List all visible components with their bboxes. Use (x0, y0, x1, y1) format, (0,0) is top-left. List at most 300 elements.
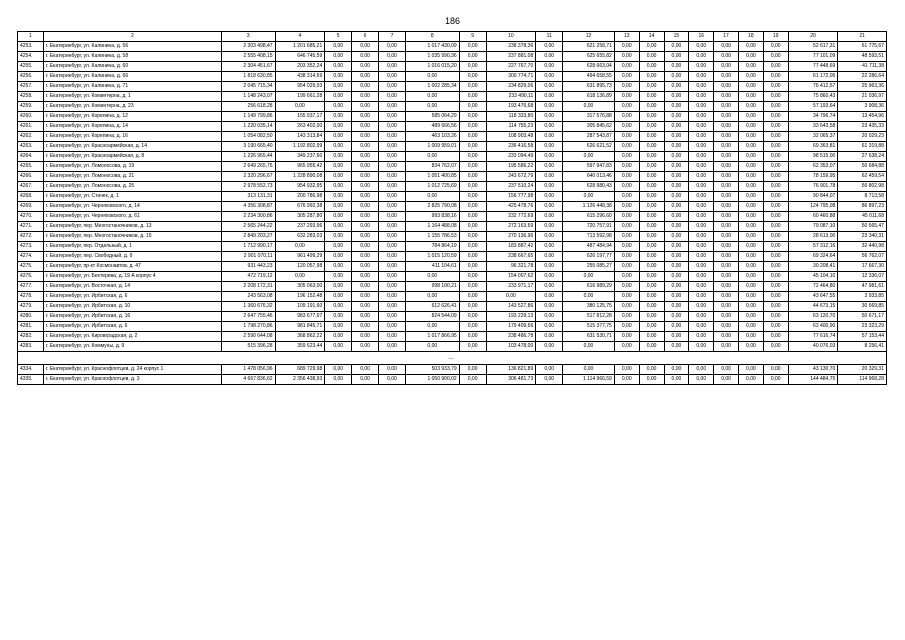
table-cell: 0,00 (379, 272, 406, 282)
table-cell: 0,00 (714, 112, 739, 122)
table-cell: 238 378,36 (486, 42, 536, 52)
table-cell: 0,00 (325, 365, 352, 375)
table-cell: 0,00 (763, 112, 788, 122)
table-cell: 0,00 (379, 62, 406, 72)
table-cell: 689 729,98 (275, 365, 325, 375)
table-cell: 63 400,90 (788, 322, 838, 332)
table-cell: 0,00 (763, 122, 788, 132)
table-cell: 0,00 (325, 102, 352, 112)
table-cell: 0,00 (639, 292, 664, 302)
table-cell: 0,00 (689, 252, 714, 262)
table-cell: 0,00 (714, 52, 739, 62)
table-cell: 0,00 (763, 172, 788, 182)
table-cell: 2 320 296,67 (221, 172, 275, 182)
table-cell: г. Екатеринбург, пр-кт Космонавтов, д. 47 (43, 262, 221, 272)
table-cell: 0,00 (379, 242, 406, 252)
table-cell: 0,00 (405, 272, 459, 282)
table-cell: 0,00 (614, 92, 639, 102)
table-cell: 0,00 (714, 262, 739, 272)
table-cell: 56 802,98 (838, 182, 887, 192)
table-cell: 2 825 790,08 (405, 202, 459, 212)
table-cell: 0,00 (714, 322, 739, 332)
table-cell: 0,00 (763, 222, 788, 232)
table-cell: 0,00 (639, 242, 664, 252)
table-cell: 0,00 (714, 42, 739, 52)
table-cell: 305 845,62 (563, 122, 615, 132)
table-cell: 0,00 (352, 42, 379, 52)
table-cell: 0,00 (536, 292, 563, 302)
table-cell: 2 590 644,08 (221, 332, 275, 342)
table-row (18, 62, 887, 72)
table-cell: 0,00 (486, 292, 536, 302)
table-cell: 4276. (18, 272, 44, 282)
table-cell: 43 647,55 (788, 292, 838, 302)
table-cell: 57 193,64 (788, 102, 838, 112)
table-body (18, 42, 887, 385)
table-cell: г. Екатеринбург, ул. Калинина, д. 56 (43, 42, 221, 52)
table-cell: 0,00 (639, 112, 664, 122)
table-cell: 0,00 (459, 182, 486, 192)
table-cell: 0,00 (738, 122, 763, 132)
table-cell: 0,00 (352, 332, 379, 342)
table-cell: 0,00 (738, 262, 763, 272)
table-cell: 287 543,87 (563, 132, 615, 142)
table-cell: 109 191,60 (275, 302, 325, 312)
table-cell: 0,00 (738, 222, 763, 232)
table-cell: 154 007,62 (486, 272, 536, 282)
table-cell: 0,00 (763, 42, 788, 52)
table-cell: 0,00 (714, 92, 739, 102)
table-cell: 720 757,91 (563, 222, 615, 232)
table-cell: 0,00 (352, 282, 379, 292)
table-cell: 0,00 (738, 232, 763, 242)
table-cell: 45 104,10 (788, 272, 838, 282)
table-cell: 0,00 (459, 312, 486, 322)
table-cell: 0,00 (614, 142, 639, 152)
table-cell: 0,00 (689, 82, 714, 92)
table-cell: 0,00 (664, 282, 689, 292)
table-cell: 0,00 (352, 212, 379, 222)
table-cell: 0,00 (614, 262, 639, 272)
table-cell: 0,00 (536, 182, 563, 192)
table-cell: 0,00 (352, 252, 379, 262)
table-cell: 28 613,00 (788, 232, 838, 242)
table-cell: 503 933,79 (405, 365, 459, 375)
table-row (18, 282, 887, 292)
table-cell: 0,00 (536, 232, 563, 242)
table-cell: 0,00 (714, 222, 739, 232)
table-cell: 515 396,28 (221, 342, 275, 352)
table-cell: 0,00 (325, 112, 352, 122)
table-cell: 0,00 (738, 302, 763, 312)
table-cell: 2 304 451,67 (221, 62, 275, 72)
table-cell: 0,00 (714, 342, 739, 352)
table-cell: 0,00 (763, 272, 788, 282)
table-cell: 0,00 (379, 282, 406, 292)
table-cell: г. Екатеринбург, ул. Ломоносова, д. 19 (43, 162, 221, 172)
table-cell: 0,00 (664, 272, 689, 282)
table-cell: 22 286,64 (838, 72, 887, 82)
table-cell: 4334. (18, 365, 44, 375)
table-cell: 0,00 (352, 92, 379, 102)
table-cell: 43 130,70 (788, 365, 838, 375)
table-cell: 0,00 (379, 52, 406, 62)
table-cell: 368 862,22 (275, 332, 325, 342)
table-cell: 2 045 715,34 (221, 82, 275, 92)
table-cell: 0,00 (763, 192, 788, 202)
table-cell: г. Екатеринбург, ул. Калинина, д. 66 (43, 72, 221, 82)
table-cell: 0,00 (763, 365, 788, 375)
table-cell: 0,00 (352, 272, 379, 282)
table-cell: 0,00 (614, 182, 639, 192)
table-cell: 20 329,31 (838, 365, 887, 375)
table-cell: 0,00 (536, 262, 563, 272)
table-cell: 1 360 676,32 (221, 302, 275, 312)
table-cell: 0,00 (536, 342, 563, 352)
table-cell: 0,00 (689, 282, 714, 292)
table-cell: 143 313,84 (275, 132, 325, 142)
table-cell: 0,00 (689, 92, 714, 102)
table-cell: 0,00 (379, 252, 406, 262)
table-cell: 0,00 (714, 72, 739, 82)
table-cell: 0,00 (639, 152, 664, 162)
column-header: 21 (838, 32, 887, 42)
table-cell: 0,00 (325, 142, 352, 152)
table-cell: 0,00 (405, 102, 459, 112)
table-cell: 0,00 (379, 102, 406, 112)
column-number-header-row (18, 32, 887, 42)
table-cell: г. Екатеринбург, ул. Корепина, д. 16 (43, 132, 221, 142)
table-cell: 824 544,09 (405, 312, 459, 322)
table-cell: 0,00 (325, 182, 352, 192)
table-cell: 255 085,27 (563, 262, 615, 272)
table-cell: 0,00 (325, 222, 352, 232)
table-cell: 1 148 243,07 (221, 92, 275, 102)
table-cell: 52 617,31 (788, 42, 838, 52)
table-cell: 0,00 (738, 112, 763, 122)
table-cell: 628 663,04 (563, 62, 615, 72)
table-cell: 0,00 (379, 322, 406, 332)
table-cell: 2 849 203,27 (221, 232, 275, 242)
table-cell: 4264. (18, 152, 44, 162)
table-cell: 0,00 (639, 375, 664, 385)
table-cell: 0,00 (325, 322, 352, 332)
table-cell: 0,00 (325, 252, 352, 262)
table-cell: 0,00 (536, 242, 563, 252)
column-header: 19 (763, 32, 788, 42)
table-cell: 0,00 (614, 252, 639, 262)
table-cell: 0,00 (536, 62, 563, 72)
table-cell: 0,00 (459, 232, 486, 242)
table-cell: 0,00 (689, 142, 714, 152)
table-cell: 317 576,88 (563, 112, 615, 122)
table-cell: 0,00 (536, 332, 563, 342)
table-cell: 4269. (18, 202, 44, 212)
column-header: 4 (275, 32, 325, 42)
table-cell: 0,00 (714, 122, 739, 132)
table-cell: 0,00 (459, 92, 486, 102)
table-cell: 69 363,81 (788, 142, 838, 152)
table-cell: 0,00 (714, 302, 739, 312)
table-cell: 143 527,86 (486, 302, 536, 312)
table-cell: 0,00 (639, 365, 664, 375)
table-cell: г. Екатеринбург, ул. Корепина, д. 14 (43, 122, 221, 132)
table-cell: 61 775,67 (838, 42, 887, 52)
table-cell: 0,00 (664, 132, 689, 142)
table-cell: 199 661,28 (275, 92, 325, 102)
table-cell: 4280. (18, 312, 44, 322)
table-row (18, 212, 887, 222)
table-cell: 4254. (18, 52, 44, 62)
table-cell: 0,00 (664, 312, 689, 322)
table-cell: 0,00 (459, 282, 486, 292)
table-cell: 0,00 (459, 152, 486, 162)
table-cell: 0,00 (459, 262, 486, 272)
table-cell: 0,00 (738, 72, 763, 82)
table-cell: 0,00 (325, 162, 352, 172)
table-cell: 234 829,06 (486, 82, 536, 92)
table-cell: 108 903,48 (486, 132, 536, 142)
table-cell: 0,00 (352, 52, 379, 62)
table-cell: 0,00 (325, 72, 352, 82)
table-cell: 0,00 (689, 122, 714, 132)
table-cell: 0,00 (459, 322, 486, 332)
column-header: 8 (405, 32, 459, 42)
table-cell: 0,00 (738, 162, 763, 172)
table-cell: 4278. (18, 292, 44, 302)
table-cell: 179 409,66 (486, 322, 536, 332)
table-cell: 0,00 (325, 152, 352, 162)
table-cell: 4283. (18, 342, 44, 352)
table-cell: 616 989,29 (563, 282, 615, 292)
table-cell: 0,00 (352, 72, 379, 82)
table-cell: 77 616,74 (788, 332, 838, 342)
table-cell: 0,00 (714, 252, 739, 262)
table-cell: 0,00 (379, 82, 406, 92)
table-row (18, 182, 887, 192)
table-cell: 56 762,07 (838, 252, 887, 262)
table-cell: 0,00 (379, 312, 406, 322)
table-row (18, 142, 887, 152)
table-cell: 17 667,30 (838, 262, 887, 272)
table-cell: 1 164 488,08 (405, 222, 459, 232)
table-row (18, 302, 887, 312)
table-cell: 646 745,59 (275, 52, 325, 62)
table-cell: 0,00 (275, 242, 325, 252)
table-cell: г. Екатеринбург, ул. Калинина, д. 58 (43, 52, 221, 62)
table-cell: 954 932,95 (275, 182, 325, 192)
table-cell: 1 220 035,14 (221, 122, 275, 132)
table-cell: 0,00 (689, 242, 714, 252)
table-cell: 0,00 (352, 142, 379, 152)
table-cell: 0,00 (639, 102, 664, 112)
table-cell: 0,00 (664, 152, 689, 162)
table-cell: 784 864,19 (405, 242, 459, 252)
table-row (18, 172, 887, 182)
table-cell: 2 978 552,73 (221, 182, 275, 192)
table-cell: 0,00 (763, 92, 788, 102)
table-cell: 23 435,33 (838, 122, 887, 132)
table-cell: 0,00 (614, 212, 639, 222)
table-cell: 0,00 (639, 262, 664, 272)
table-cell: 0,00 (763, 242, 788, 252)
table-cell: 0,00 (689, 272, 714, 282)
table-cell: 618 136,89 (563, 92, 615, 102)
table-cell: 931 443,23 (221, 262, 275, 272)
table-cell: г. Екатеринбург, ул. Стачек, д. 1 (43, 192, 221, 202)
table-cell: 2 565 244,22 (221, 222, 275, 232)
table-cell: 0,00 (459, 302, 486, 312)
table-cell: 0,00 (614, 172, 639, 182)
table-cell: 1 002 285,34 (405, 82, 459, 92)
table-cell: 1 017 866,95 (405, 332, 459, 342)
table-cell: 0,00 (614, 282, 639, 292)
table-cell: 0,00 (738, 42, 763, 52)
table-cell: 45 011,68 (838, 212, 887, 222)
table-cell: 0,00 (459, 132, 486, 142)
table-cell: 0,00 (563, 272, 615, 282)
table-cell: 0,00 (689, 42, 714, 52)
table-cell: 0,00 (275, 272, 325, 282)
table-cell: 0,00 (639, 182, 664, 192)
column-header: 7 (379, 32, 406, 42)
table-cell: 232 772,69 (486, 212, 536, 222)
table-cell: 300 774,71 (486, 72, 536, 82)
table-cell: 4253. (18, 42, 44, 52)
table-cell: 0,00 (763, 162, 788, 172)
table-cell: 0,00 (325, 375, 352, 385)
table-cell: 0,00 (405, 152, 459, 162)
table-cell: 30 208,41 (788, 262, 838, 272)
table-row (18, 202, 887, 212)
table-cell: 0,00 (325, 92, 352, 102)
table-cell: 0,00 (614, 82, 639, 92)
table-cell: 0,00 (352, 302, 379, 312)
table-cell: 0,00 (459, 222, 486, 232)
table-cell: 62 459,54 (838, 172, 887, 182)
table-row (18, 232, 887, 242)
table-cell: 63 120,70 (788, 312, 838, 322)
table-cell: 0,00 (352, 202, 379, 212)
table-cell: 2 234 300,86 (221, 212, 275, 222)
table-cell: 243 563,08 (221, 292, 275, 302)
table-cell: 628 980,43 (563, 182, 615, 192)
table-cell: г. Екатеринбург, ул. Восточная, д. 14 (43, 282, 221, 292)
table-cell: 0,00 (639, 162, 664, 172)
table-cell: 615 296,60 (563, 212, 615, 222)
table-cell: 0,00 (325, 132, 352, 142)
table-cell: 0,00 (639, 62, 664, 72)
column-header: 1 (18, 32, 44, 42)
table-cell: 0,00 (459, 112, 486, 122)
table-cell: 118 333,80 (486, 112, 536, 122)
table-cell: 0,00 (664, 212, 689, 222)
table-cell: г. Екатеринбург, ул. Коминтерна, д. 1 (43, 92, 221, 102)
table-cell: 0,00 (689, 102, 714, 112)
table-cell: г. Екатеринбург, ул. Ирбитская, д. 16 (43, 312, 221, 322)
table-cell: г. Екатеринбург, ул. Красноармейская, д. 14 (43, 142, 221, 152)
table-cell: 0,00 (639, 212, 664, 222)
column-header: 3 (221, 32, 275, 42)
table-row (18, 332, 887, 342)
table-cell: 0,00 (536, 102, 563, 112)
table-cell: 0,00 (689, 112, 714, 122)
table-cell: 0,00 (714, 162, 739, 172)
table-cell: 0,00 (325, 302, 352, 312)
table-row (18, 292, 887, 302)
table-cell: г. Екатеринбург, ул. Черняховского, д. 14 (43, 202, 221, 212)
table-cell: 0,00 (536, 162, 563, 172)
table-cell: 270 136,96 (486, 232, 536, 242)
table-cell: 0,00 (405, 292, 459, 302)
table-cell: 993 838,16 (405, 212, 459, 222)
table-cell: г. Екатеринбург, ул. Калинина, д. 60 (43, 62, 221, 72)
table-cell: 1 155 786,53 (405, 232, 459, 242)
table-cell: 0,00 (714, 292, 739, 302)
table-cell: 0,00 (689, 132, 714, 142)
table-cell: 0,00 (352, 342, 379, 352)
table-cell: 0,00 (379, 92, 406, 102)
table-cell: 2 647 755,46 (221, 312, 275, 322)
table-cell: 0,00 (738, 375, 763, 385)
table-cell: 0,00 (664, 252, 689, 262)
table-cell: 4281. (18, 322, 44, 332)
table-cell: 0,00 (459, 122, 486, 132)
table-cell: 0,00 (614, 192, 639, 202)
table-cell: 0,00 (325, 242, 352, 252)
table-cell: 4275. (18, 262, 44, 272)
table-row (18, 322, 887, 332)
table-cell: 237 510,24 (486, 182, 536, 192)
table-cell: 0,00 (763, 282, 788, 292)
table-cell: 120 057,98 (275, 262, 325, 272)
table-cell: 1 192 802,99 (275, 142, 325, 152)
column-header: 6 (352, 32, 379, 42)
table-cell: 0,00 (639, 302, 664, 312)
table-cell: 0,00 (325, 232, 352, 242)
table-cell: 0,00 (738, 342, 763, 352)
table-cell: 472 719,12 (221, 272, 275, 282)
table-cell: 0,00 (664, 42, 689, 52)
table-cell: 60 460,88 (788, 212, 838, 222)
table-cell: 0,00 (714, 365, 739, 375)
table-cell: 0,00 (639, 92, 664, 102)
table-cell: 72 464,80 (788, 282, 838, 292)
table-cell: 0,00 (664, 342, 689, 352)
table-cell: 0,00 (536, 212, 563, 222)
table-cell: 0,00 (536, 312, 563, 322)
table-cell: 193 476,68 (486, 102, 536, 112)
table-cell: 183 887,42 (486, 242, 536, 252)
table-cell: 4272. (18, 232, 44, 242)
table-cell: 0,00 (639, 332, 664, 342)
table-cell: 0,00 (639, 52, 664, 62)
table-cell: 0,00 (738, 152, 763, 162)
column-header: 5 (325, 32, 352, 42)
table-cell: 0,00 (405, 342, 459, 352)
column-header: 9 (459, 32, 486, 42)
table-cell: 2 303 498,47 (221, 42, 275, 52)
table-cell: 0,00 (639, 82, 664, 92)
table-row (18, 42, 887, 52)
table-row (18, 312, 887, 322)
table-cell: 0,00 (738, 172, 763, 182)
table-cell: 0,00 (714, 152, 739, 162)
table-cell: 4 667 836,62 (221, 375, 275, 385)
table-cell: г. Екатеринбург, ул. Бехтерева, д. 19 А корпус 4 (43, 272, 221, 282)
table-cell: 0,00 (459, 142, 486, 152)
table-cell: 0,00 (536, 302, 563, 312)
